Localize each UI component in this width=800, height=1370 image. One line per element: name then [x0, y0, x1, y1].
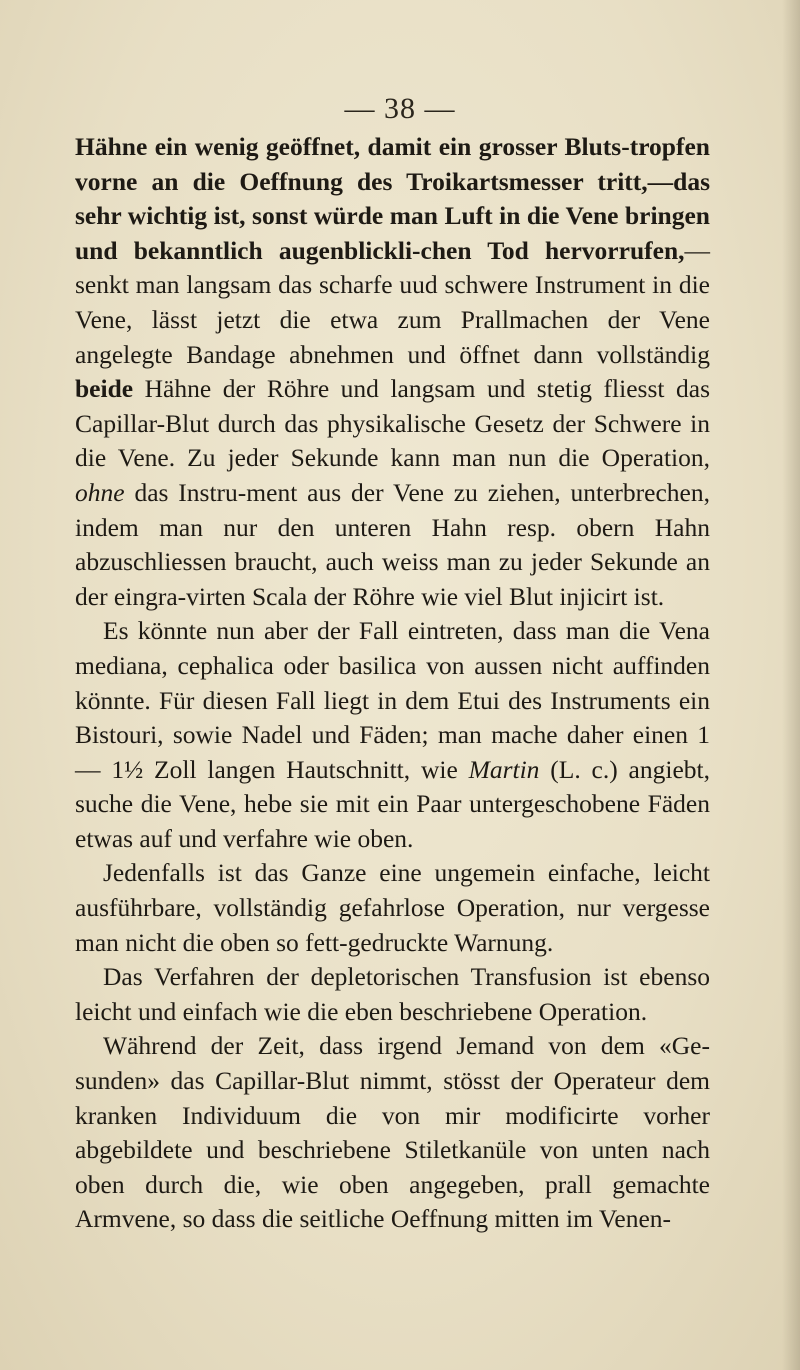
text-run: —senkt man langsam das scharfe uud schwere Instrument in die Vene, lässt jetzt die etwa zum Prallmachen der Vene angelegte Bandage abnehmen und öffnet dann vollständig	[75, 235, 710, 369]
paragraph	[75, 1029, 710, 1237]
page-edge-shadow	[782, 0, 800, 1370]
page-number: — 38 —	[344, 92, 456, 125]
text-run: Es könnte nun aber der Fall eintreten, dass man die Vena mediana, cephalica oder basilica von aussen nicht auffinden könnte. Für diesen Fall liegt in dem Etui des Instruments ein Bistouri, sowie Nadel und Fäden; man mache daher einen 1 — 1½ Zoll langen Hautschnitt, wie	[75, 616, 710, 784]
paragraph	[75, 614, 710, 856]
text-run: (L. c.) angiebt, suche die Vene, hebe sie mit ein Paar untergeschobene Fäden etwas auf und verfahre wie oben.	[75, 754, 710, 853]
text-run: Während der Zeit, dass irgend Jemand von dem «Ge-sunden» das Capillar-Blut nimmt, stösst der Operateur dem kranken Individuum die von mir modificirte vorher abgebildete und beschriebene Stiletkanüle von unten nach oben durch die, wie oben angegeben, prall gemachte Armvene, so dass die seitliche Oeffnung mitten im Venen-	[75, 1031, 710, 1234]
text-run: Jedenfalls ist das Ganze eine ungemein einfache, leicht ausführbare, vollständig gefahrlose Operation, nur vergesse man nicht die oben so fett-gedruckte Warnung.	[75, 858, 710, 957]
text-run-bold: Hähne ein wenig geöffnet, damit ein grosser Bluts-tropfen vorne an die Oeffnung des Troikartsmesser tritt,—das sehr wichtig ist, sonst würde man Luft in die Vene bringen und bekanntlich augenblickli-chen Tod hervorrufen,	[75, 132, 710, 265]
paragraph	[75, 856, 710, 960]
text-run-italic: ohne	[75, 477, 125, 507]
text-run-bold: beide	[75, 374, 134, 404]
paragraph	[75, 130, 710, 614]
paragraph	[75, 960, 710, 1029]
text-run: Hähne der Röhre und langsam und stetig fliesst das Capillar-Blut durch das physikalische Gesetz der Schwere in die Vene. Zu jeder Sekunde kann man nun die Operation,	[75, 374, 710, 473]
text-run-italic: Martin	[468, 754, 540, 784]
text-run: Das Verfahren der depletorischen Transfusion ist ebenso leicht und einfach wie die eben beschriebene Operation.	[75, 962, 710, 1026]
text-run: das Instru-ment aus der Vene zu ziehen, unterbrechen, indem man nur den unteren Hahn resp. obern Hahn abzuschliessen braucht, auch weiss man zu jeder Sekunde an der eingra-virten Scala der Röhre wie viel Blut injicirt ist.	[75, 477, 710, 611]
body-text	[75, 130, 710, 1237]
